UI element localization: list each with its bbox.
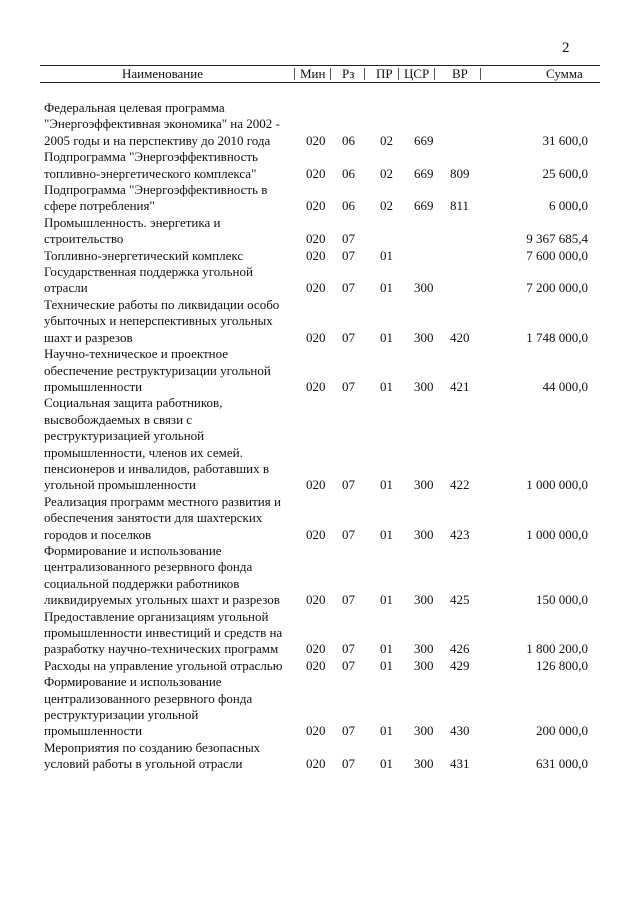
row-vr: 430 (450, 723, 470, 739)
page-number: 2 (562, 40, 570, 56)
row-sum: 7 200 000,0 (526, 280, 588, 296)
row-name: Научно-техническое и проектное обеспечение реструктуризации угольной промышленности (44, 346, 271, 394)
table-row (0, 149, 640, 182)
row-min: 020 (306, 132, 326, 148)
row-csr: 300 (414, 641, 434, 657)
row-sum: 1 000 000,0 (526, 477, 588, 493)
row-min: 020 (306, 280, 326, 296)
row-min: 020 (306, 231, 326, 247)
row-sum: 9 367 685,4 (526, 231, 588, 247)
row-min: 020 (306, 756, 326, 772)
row-rz: 06 (342, 165, 355, 181)
row-name: Реализация программ местного развития и обеспечения занятости для шахтерских городов и поселков (44, 493, 281, 542)
table-row (0, 297, 640, 346)
row-pr: 01 (380, 247, 393, 263)
header-csr: ЦСР (404, 66, 430, 81)
table-row (0, 395, 640, 493)
header-divider (330, 68, 331, 80)
row-rz: 07 (342, 723, 355, 739)
row-sum: 44 000,0 (542, 378, 588, 394)
row-name: Технические работы по ликвидации особо убыточных и неперспективных угольных шахт и разрезов (44, 296, 280, 345)
row-csr: 669 (414, 132, 434, 148)
row-rz: 07 (342, 329, 355, 345)
row-csr: 669 (414, 198, 434, 214)
row-rz: 07 (342, 641, 355, 657)
row-name: Формирование и использование централизованного резервного фонда реструктуризации угольной промышленности (44, 674, 253, 739)
table-row (0, 543, 640, 609)
row-rz: 07 (342, 477, 355, 493)
row-vr: 420 (450, 329, 470, 345)
row-sum: 150 000,0 (536, 592, 588, 608)
header-name: Наименование (122, 66, 203, 81)
table-row (0, 609, 640, 658)
row-pr: 01 (380, 526, 393, 542)
table-row (0, 658, 640, 674)
row-min: 020 (306, 526, 326, 542)
row-vr: 426 (450, 641, 470, 657)
table-row (0, 264, 640, 297)
row-name: Формирование и использование централизованного резервного фонда социальной поддержки работников ликвидируемых угольных шахт и разрезов (44, 542, 280, 608)
row-pr: 01 (380, 756, 393, 772)
row-min: 020 (306, 378, 326, 394)
row-csr: 300 (414, 756, 434, 772)
row-name: Расходы на управление угольной отраслью (44, 657, 283, 673)
row-sum: 1 000 000,0 (526, 526, 588, 542)
row-min: 020 (306, 723, 326, 739)
row-min: 020 (306, 247, 326, 263)
header-divider (398, 68, 399, 80)
row-name: Федеральная целевая программа "Энергоэффективная экономика" на 2002 - 2005 годы и на перспективу до 2010 года (44, 100, 280, 148)
row-rz: 07 (342, 247, 355, 263)
row-sum: 6 000,0 (549, 198, 588, 214)
row-pr: 02 (380, 198, 393, 214)
row-pr: 01 (380, 723, 393, 739)
row-rz: 07 (342, 378, 355, 394)
row-sum: 1 800 200,0 (526, 641, 588, 657)
row-vr: 811 (450, 198, 470, 214)
header-divider (294, 68, 295, 80)
row-vr: 422 (450, 477, 470, 493)
row-min: 020 (306, 198, 326, 214)
header-divider (364, 68, 365, 80)
budget-table (0, 100, 640, 773)
row-rz: 07 (342, 526, 355, 542)
row-csr: 300 (414, 477, 434, 493)
row-name: Государственная поддержка угольной отрасли (44, 264, 253, 296)
table-header (40, 65, 600, 83)
table-row (0, 674, 640, 740)
row-min: 020 (306, 641, 326, 657)
row-sum: 631 000,0 (536, 756, 588, 772)
row-rz: 07 (342, 756, 355, 772)
row-pr: 01 (380, 592, 393, 608)
row-sum: 25 600,0 (542, 165, 588, 181)
row-vr: 431 (450, 756, 470, 772)
row-min: 020 (306, 165, 326, 181)
row-pr: 01 (380, 378, 393, 394)
row-min: 020 (306, 329, 326, 345)
row-sum: 31 600,0 (542, 132, 588, 148)
row-rz: 07 (342, 592, 355, 608)
row-name: Подпрограмма "Энергоэффективность топливно-энергетического комплекса" (44, 149, 258, 181)
row-csr: 300 (414, 329, 434, 345)
row-vr: 421 (450, 378, 470, 394)
header-rz: Рз (342, 66, 355, 81)
row-sum: 7 600 000,0 (526, 247, 588, 263)
row-name: Предоставление организациям угольной промышленности инвестиций и средств на разработку научно-технических программ (44, 608, 283, 657)
row-csr: 300 (414, 723, 434, 739)
row-pr: 01 (380, 329, 393, 345)
row-name: Топливно-энергетический комплекс (44, 247, 244, 263)
row-sum: 126 800,0 (536, 657, 588, 673)
row-name: Мероприятия по созданию безопасных условий работы в угольной отрасли (44, 739, 261, 772)
row-pr: 01 (380, 280, 393, 296)
row-name: Социальная защита работников, высвобождаемых в связи с реструктуризацией угольной промышленности, членов их семей. пенсионеров и инвалидов, работавших в угольной промышленности (44, 395, 270, 493)
row-rz: 06 (342, 132, 355, 148)
row-csr: 300 (414, 592, 434, 608)
row-name: Подпрограмма "Энергоэффективность в сфере потребления" (44, 182, 268, 214)
row-sum: 200 000,0 (536, 723, 588, 739)
table-row (0, 346, 640, 395)
row-csr: 300 (414, 280, 434, 296)
row-vr: 809 (450, 165, 470, 181)
row-min: 020 (306, 592, 326, 608)
row-pr: 02 (380, 132, 393, 148)
row-csr: 300 (414, 526, 434, 542)
row-sum: 1 748 000,0 (526, 329, 588, 345)
row-name: Промышленность. энергетика и строительство (44, 214, 221, 247)
header-divider (434, 68, 435, 80)
header-sum: Сумма (546, 66, 583, 81)
row-vr: 429 (450, 657, 470, 673)
row-csr: 300 (414, 378, 434, 394)
row-rz: 07 (342, 231, 355, 247)
table-row (0, 182, 640, 215)
row-min: 020 (306, 477, 326, 493)
row-vr: 425 (450, 592, 470, 608)
row-csr: 669 (414, 165, 434, 181)
row-pr: 02 (380, 165, 393, 181)
table-row (0, 740, 640, 773)
row-pr: 01 (380, 477, 393, 493)
table-row (0, 494, 640, 543)
header-vr: ВР (452, 66, 468, 81)
row-pr: 01 (380, 641, 393, 657)
header-divider (480, 68, 481, 80)
row-rz: 06 (342, 198, 355, 214)
row-min: 020 (306, 657, 326, 673)
row-rz: 07 (342, 657, 355, 673)
table-row (0, 215, 640, 248)
table-row (0, 248, 640, 264)
row-rz: 07 (342, 280, 355, 296)
header-min: Мин (300, 66, 326, 81)
row-pr: 01 (380, 657, 393, 673)
header-pr: ПР (376, 66, 393, 81)
row-vr: 423 (450, 526, 470, 542)
table-row (0, 100, 640, 149)
row-csr: 300 (414, 657, 434, 673)
